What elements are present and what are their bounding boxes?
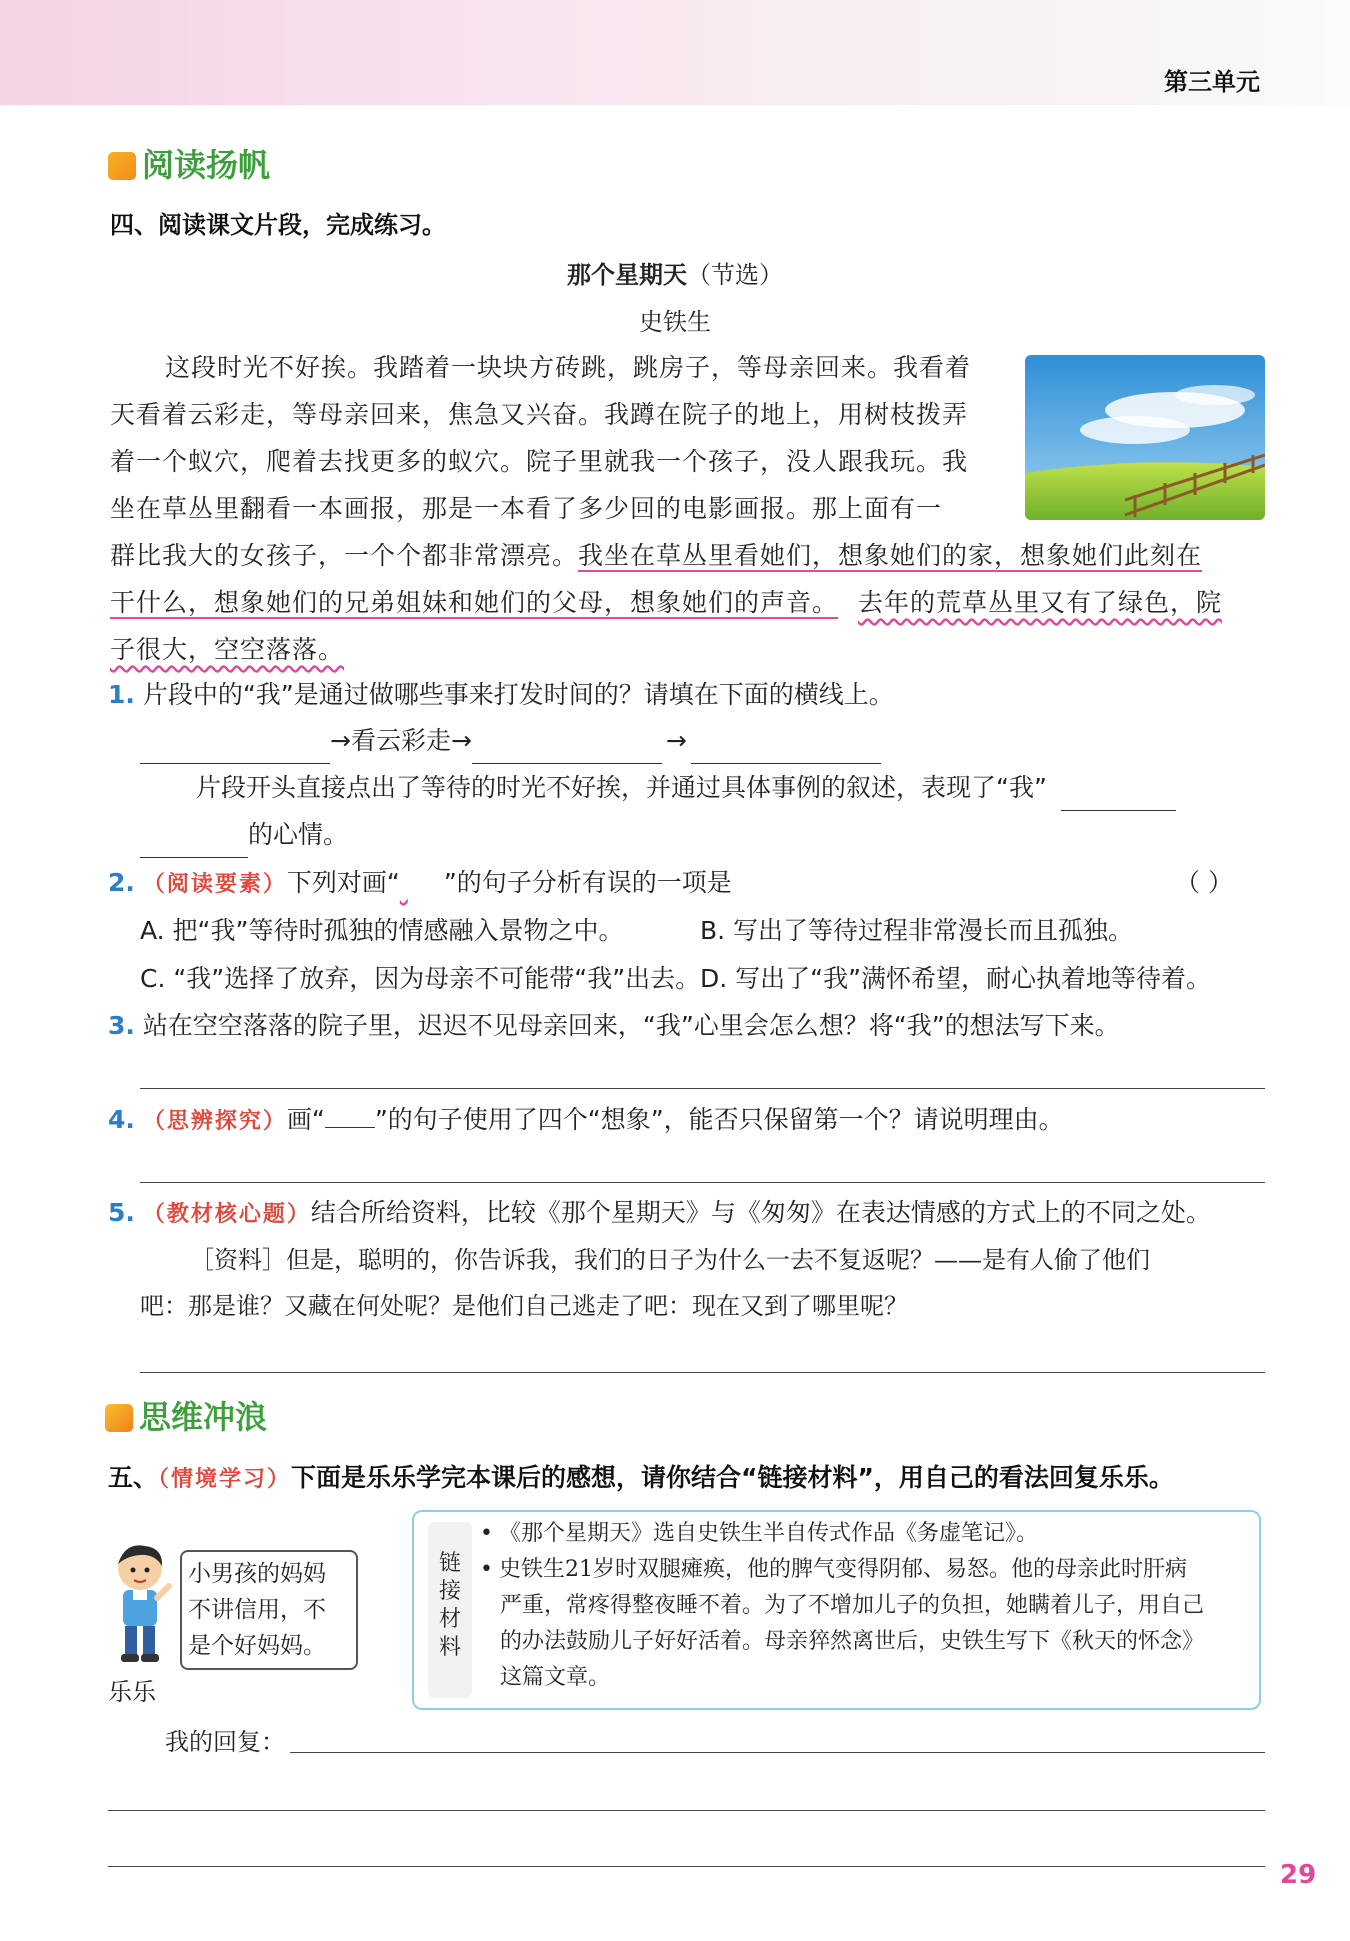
link-label-char: 材 xyxy=(438,1607,461,1632)
bubble-line: 不讲信用，不 xyxy=(188,1597,326,1623)
passage-line xyxy=(110,536,1202,572)
passage-title-text: 那个星期天 xyxy=(567,261,687,289)
link-item-cont: 严重，常疼得整夜睡不着。为了不增加儿子的负担，她瞒着儿子，用自己 xyxy=(500,1593,1205,1618)
question-1-sub-end xyxy=(140,812,348,858)
question-text: 的心情。 xyxy=(248,820,349,849)
answer-paren[interactable]: （ ） xyxy=(1175,868,1233,897)
question-text: ”的句子分析有误的一项是 xyxy=(443,868,732,897)
question-number: 3. xyxy=(108,1011,135,1040)
option-b[interactable]: B. 写出了等待过程非常漫长而且孤独。 xyxy=(700,916,1134,945)
link-item-text: 《那个星期天》选自史铁生半自传式作品《务虚笔记》。 xyxy=(498,1521,1038,1546)
question-prefix: 五、 xyxy=(108,1463,159,1492)
question-text: 结合所给资料，比较《那个星期天》与《匆匆》在表达情感的方式上的不同之处。 xyxy=(310,1198,1211,1227)
sky-field-illustration xyxy=(1025,355,1265,520)
bubble-line: 是个好妈妈。 xyxy=(188,1633,326,1659)
question-number: 1. xyxy=(108,680,135,709)
header-band xyxy=(0,0,1350,105)
answer-blank[interactable] xyxy=(691,739,881,764)
answer-blank[interactable] xyxy=(140,833,248,858)
section-title-thinking xyxy=(105,1392,267,1438)
material-text: 但是，聪明的，你告诉我，我们的日子为什么一去不复返呢？——是有人偷了他们 xyxy=(286,1246,1150,1274)
answer-line[interactable] xyxy=(140,1088,1265,1089)
answer-line[interactable] xyxy=(108,1866,1265,1867)
question-text: 下面是乐乐学完本课后的感想，请你结合“链接材料”，用自己的看法回复乐乐。 xyxy=(291,1463,1174,1492)
passage-line: 这段时光不好挨。我踏着一块块方砖跳，跳房子，等母亲回来。我看着 xyxy=(165,353,972,382)
passage-text: 群比我大的女孩子，一个个都非常漂亮。 xyxy=(110,541,579,570)
question-1-answer-row xyxy=(140,718,881,764)
question-tag: （情境学习） xyxy=(158,1466,292,1492)
question-text: ”的句子使用了四个“想象”，能否只保留第一个？请说明理由。 xyxy=(374,1105,1064,1134)
link-item: • 《那个星期天》选自史铁生半自传式作品《务虚笔记》。 xyxy=(480,1521,1038,1546)
passage-line xyxy=(110,583,1222,619)
wavy-mark xyxy=(400,860,444,906)
link-material-box xyxy=(412,1510,1261,1710)
question-text: 片段开头直接点出了等待的时光不好挨，并通过具体事例的叙述，表现了“我” xyxy=(196,773,1047,802)
section-title-reading xyxy=(108,140,270,186)
link-label-char: 接 xyxy=(438,1579,461,1604)
answer-line[interactable] xyxy=(290,1752,1265,1753)
question-5 xyxy=(108,1190,1211,1237)
question-3 xyxy=(108,1003,1120,1049)
option-d[interactable]: D. 写出了“我”满怀希望，耐心执着地等待着。 xyxy=(700,964,1212,993)
arrow-text: →看云彩走→ xyxy=(330,726,472,755)
link-content xyxy=(480,1516,1250,1696)
link-item: • 史铁生21岁时双腿瘫痪，他的脾气变得阴郁、易怒。他的母亲此时肝病 xyxy=(480,1557,1187,1582)
question-number: 2. xyxy=(108,868,135,897)
option-a[interactable]: A. 把“我”等待时孤独的情感融入景物之中。 xyxy=(140,916,624,945)
passage-line: 坐在草丛里翻看一本画报，那是一本看了多少回的电影画报。那上面有一 xyxy=(110,494,943,523)
passage-line xyxy=(110,630,344,666)
passage-line: 天看着云彩走，等母亲回来，焦急又兴奋。我蹲在院子的地上，用树枝拨弄 xyxy=(110,400,969,429)
material-tag: ［资料］ xyxy=(190,1246,286,1274)
question-1-sub xyxy=(196,765,1176,811)
question-4 xyxy=(108,1097,1064,1144)
passage-title-note: （节选） xyxy=(687,261,783,289)
arrow-text: → xyxy=(665,726,687,755)
question-5-section2 xyxy=(108,1458,1174,1494)
answer-blank[interactable] xyxy=(1061,786,1176,811)
answer-line[interactable] xyxy=(140,1182,1265,1183)
question-number: 4. xyxy=(108,1105,135,1134)
unit-label: 第三单元 xyxy=(1164,68,1260,96)
answer-line[interactable] xyxy=(108,1810,1265,1811)
reply-label: 我的回复： xyxy=(165,1728,285,1756)
boy-illustration xyxy=(105,1540,175,1670)
question-2 xyxy=(108,860,732,907)
passage-author: 史铁生 xyxy=(639,308,711,336)
question-tag: （思辨探究） xyxy=(142,1108,287,1134)
question-text: 画“ xyxy=(286,1105,325,1134)
section-title-text: 思维冲浪 xyxy=(139,1398,268,1436)
passage-line: 着一个蚁穴，爬着去找更多的蚁穴。院子里就我一个孩子，没人跟我玩。我 xyxy=(110,447,969,476)
passage-title xyxy=(0,255,1350,290)
question-number: 5. xyxy=(108,1198,135,1227)
link-item-cont: 这篇文章。 xyxy=(500,1665,611,1690)
bubble-line: 小男孩的妈妈 xyxy=(188,1561,326,1587)
underlined-sentence: 我坐在草丛里看她们，想象她们的家，想象她们此刻在 xyxy=(578,541,1203,570)
option-c[interactable]: C. “我”选择了放弃，因为母亲不可能带“我”出去。 xyxy=(140,964,701,993)
question-5-material xyxy=(190,1240,1150,1275)
answer-blank[interactable] xyxy=(472,739,662,764)
question-tag: （教材核心题） xyxy=(142,1201,311,1227)
question-5-material-cont: 吧：那是谁？又藏在何处呢？是他们自己逃走了吧：现在又到了哪里呢？ xyxy=(140,1292,908,1320)
question-text: 站在空空落落的院子里，迟迟不见母亲回来，“我”心里会怎么想？将“我”的想法写下来。 xyxy=(142,1011,1120,1040)
link-item-text: 史铁生21岁时双腿瘫痪，他的脾气变得阴郁、易怒。他的母亲此时肝病 xyxy=(498,1557,1187,1582)
section-title-text: 阅读扬帆 xyxy=(142,146,271,184)
wavy-underlined-sentence: 去年的荒草丛里又有了绿色，院 xyxy=(858,588,1223,617)
wavy-underlined-sentence: 子很大，空空落落。 xyxy=(110,635,345,664)
boy-name: 乐乐 xyxy=(108,1678,156,1706)
link-label xyxy=(428,1522,472,1698)
link-label-char: 料 xyxy=(438,1635,461,1660)
question-4-heading: 四、阅读课文片段，完成练习。 xyxy=(110,211,446,239)
link-label-char: 链 xyxy=(438,1551,461,1576)
underline-mark xyxy=(325,1107,375,1128)
book-section-icon xyxy=(108,152,136,180)
question-text: 下列对画“ xyxy=(286,868,400,897)
question-text: 片段中的“我”是通过做哪些事来打发时间的？请填在下面的横线上。 xyxy=(142,680,894,709)
page-number: 29 xyxy=(1280,1860,1317,1890)
wave-section-icon xyxy=(105,1404,133,1432)
question-1 xyxy=(108,672,894,718)
speech-bubble xyxy=(180,1550,358,1670)
question-tag: （阅读要素） xyxy=(142,871,287,897)
underlined-sentence: 干什么，想象她们的兄弟姐妹和她们的父母，想象她们的声音。 xyxy=(110,588,839,617)
link-item-cont: 的办法鼓励儿子好好活着。母亲猝然离世后，史铁生写下《秋天的怀念》 xyxy=(500,1629,1205,1654)
answer-blank[interactable] xyxy=(140,739,330,764)
answer-line[interactable] xyxy=(140,1372,1265,1373)
